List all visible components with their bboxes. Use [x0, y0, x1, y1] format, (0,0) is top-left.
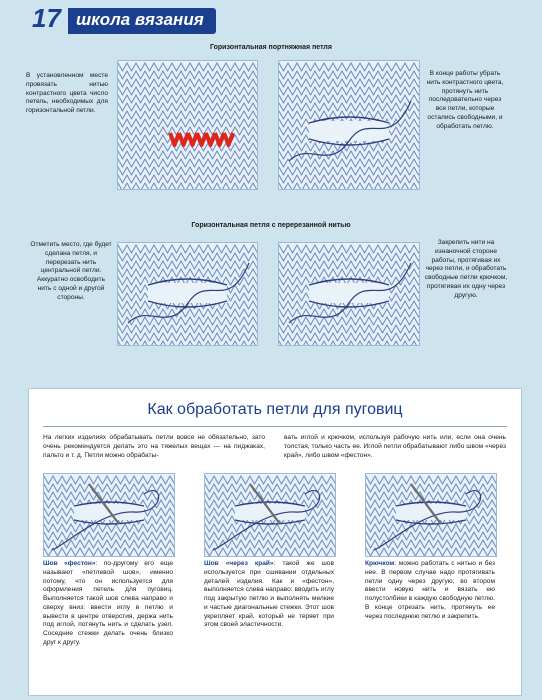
box-title: Как обработать петли для пуговиц: [147, 401, 403, 418]
buttonhole-finishing-box: [28, 388, 522, 696]
feston-kicker: Шов «фестон»: [43, 560, 96, 567]
knit-illustration-overcast-stitch: [204, 473, 336, 557]
knit-illustration-crochet-edge: [278, 242, 420, 346]
section1-left-text: В установленном месте провязать нитью контрастного цвета число петель, необходимых для горизонтальной петли.: [26, 72, 108, 115]
knit-illustration-cut-thread: [117, 242, 258, 346]
title-divider: [43, 426, 507, 427]
overcast-text: : такой же шов используется при сшивании отдельных деталей изделия. Как и «фестон», выполняется слева направо: вводить иглу под закрытую петлю и выполнять мелкие и частые диагональные стежки. Этот шов укрепляет край, который не теряет при этом своей эластичности.: [204, 560, 334, 629]
box-lead-left: На легких изделиях обрабатывать петли вовсе не обязательно, зато очень рекомендуется делать это на тяжелых вещах — на пиджаках, пальто и т. д. Петли можно обрабаты-: [43, 434, 265, 460]
feston-text: : по-другому его еще называют «петлевой шов», именно потому, что он используется для оформления петель для пуговиц. Выполняется такой шов слева направо и сверху вниз: ввести иглу в петлю и вывести в центре отверстия, держа нить под иглой, потянуть нить и сделать узел. Соседние стежки делать очень близко друг к другу.: [43, 560, 173, 646]
knit-illustration-crochet-finish: [365, 473, 497, 557]
box-lead-right: вать иглой и крючком, используя рабочую нить или, если она очень толстая, только часть ее. Иглой петли обрабатывают либо швом «через край», либо швом «фестон».: [284, 434, 506, 460]
knit-illustration-contrast: [117, 60, 258, 190]
overcast-kicker: Шов «через край»: [204, 560, 274, 567]
section2-title: Горизонтальная петля с перерезанной нитью: [191, 222, 351, 229]
page-number: 17: [32, 3, 61, 33]
crochet-kicker: Крючком: [365, 560, 395, 567]
page-header: [6, 0, 536, 36]
knit-illustration-pull-thread: [278, 60, 420, 190]
section1-title: Горизонтальная портняжная петля: [210, 44, 332, 51]
section-title: школа вязания: [76, 10, 204, 29]
page: [6, 0, 536, 700]
crochet-text: : можно работать с нитью и без нее. В первом случае надо протягивать петли одну через другую; во втором ввести новую нить и вязать ею полустолбики в каждую свободную петлю. В конце отрезать нить, протянуть ее через последнюю петлю и закрепить.: [365, 560, 495, 620]
knit-illustration-feston-stitch: [43, 473, 175, 557]
overcast-description: [204, 560, 334, 630]
section1-right-text: В конце работы убрать нить контрастного цвета, протянуть нить последовательно через все петли, которые остались свободными, и обработать петлю.: [426, 70, 504, 130]
section2-right-text: Закрепить нити на изнаночной стороне работы, протягивая их через петли, и обработать свободные петли крючком, протягивая их одну через другую.: [424, 239, 508, 299]
section2-left-text: Отметить место, где будет сделана петля, и перерезать нить центральной петли. Аккуратно освободить нить с одной и другой стороны.: [30, 241, 112, 301]
crochet-description: [365, 560, 495, 621]
feston-description: [43, 560, 173, 648]
